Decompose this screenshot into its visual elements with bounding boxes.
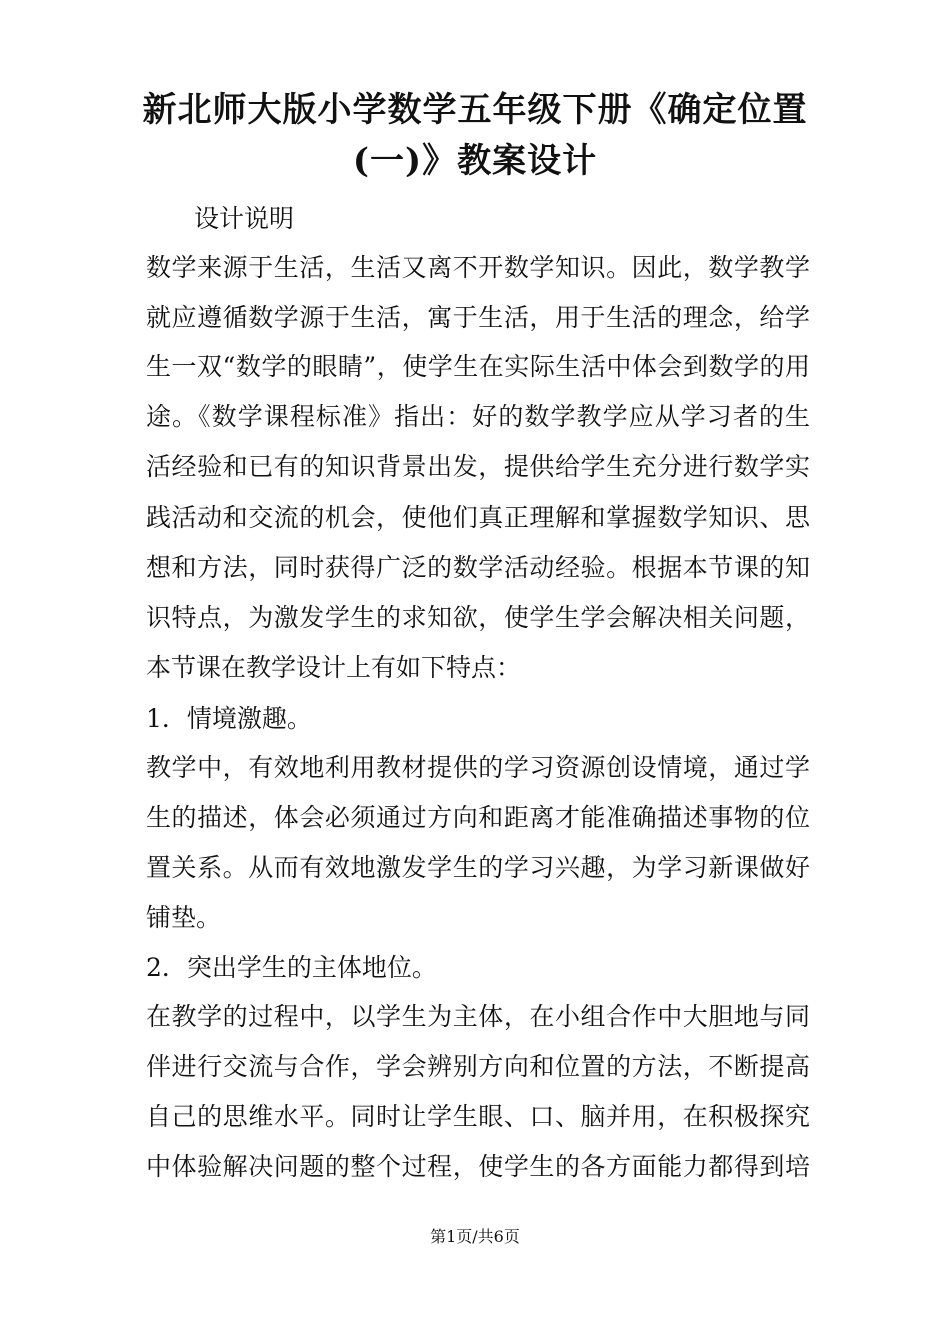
paragraph-line: 自己的思维水平。同时让学生眼、口、脑并用，在积极探究 — [146, 1102, 810, 1131]
paragraph-line: 生的描述，体会必须通过方向和距离才能准确描述事物的位 — [146, 803, 810, 832]
paragraph-line: 置关系。从而有效地激发学生的学习兴趣，为学习新课做好 — [146, 853, 810, 882]
paragraph-line: 在教学的过程中，以学生为主体，在小组合作中大胆地与同 — [146, 1002, 810, 1031]
page-footer: 第1页/共6页 — [430, 1227, 520, 1246]
paragraph-line: 就应遵循数学源于生活，寓于生活，用于生活的理念，给学 — [146, 303, 810, 332]
paragraph-line: 中体验解决问题的整个过程，使学生的各方面能力都得到培 — [146, 1152, 810, 1181]
list-item-heading: 1．情境激趣。 — [146, 704, 312, 733]
paragraph-line: 想和方法，同时获得广泛的数学活动经验。根据本节课的知 — [146, 553, 810, 582]
paragraph-line: 活经验和已有的知识背景出发，提供给学生充分进行数学实 — [146, 452, 810, 481]
paragraph-line: 教学中，有效地利用教材提供的学习资源创设情境，通过学 — [146, 753, 810, 782]
paragraph-line: 生一双“数学的眼睛”，使学生在实际生活中体会到数学的用 — [146, 352, 810, 381]
document-title-line-2: (一)》教案设计 — [352, 141, 598, 181]
list-item-heading: 2．突出学生的主体地位。 — [146, 953, 437, 982]
paragraph-line: 伴进行交流与合作，学会辨别方向和位置的方法，不断提高 — [146, 1052, 810, 1081]
paragraph-line: 途。《数学课程标准》指出：好的数学教学应从学习者的生 — [146, 402, 810, 431]
document-title-line-1: 新北师大版小学数学五年级下册《确定位置 — [142, 90, 808, 130]
paragraph-line: 数学来源于生活，生活又离不开数学知识。因此，数学教学 — [146, 253, 810, 282]
section-heading: 设计说明 — [194, 204, 295, 233]
paragraph-line: 铺垫。 — [146, 903, 222, 932]
paragraph-line: 本节课在教学设计上有如下特点： — [146, 653, 522, 682]
paragraph-line: 践活动和交流的机会，使他们真正理解和掌握数学知识、思 — [146, 503, 810, 532]
paragraph-line: 识特点，为激发学生的求知欲，使学生学会解决相关问题， — [146, 603, 810, 632]
